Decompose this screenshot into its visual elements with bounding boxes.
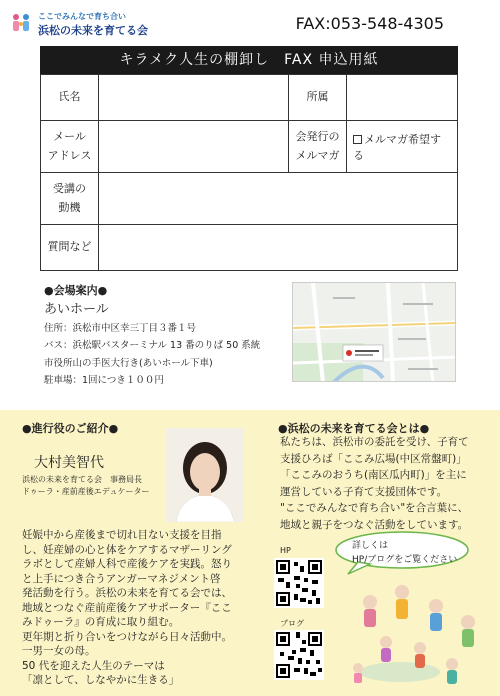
- org-line: "ここでみんなで育ち合い"を合言葉に、: [280, 502, 469, 514]
- questions-label: 質問など: [41, 225, 99, 271]
- name-field[interactable]: [99, 75, 289, 121]
- qr-code-icon: [274, 558, 324, 608]
- affiliation-label: 所属: [289, 75, 347, 121]
- newsletter-field[interactable]: [347, 121, 458, 173]
- form-row-motive: [41, 173, 458, 225]
- bubble-text-2: HP/ブログをご覧ください: [352, 555, 458, 565]
- host-portrait: [166, 428, 244, 522]
- org-line: 支援ひろば「ここみ広場(中区常盤町)」: [280, 452, 467, 465]
- motive-label: [41, 173, 99, 225]
- venue-parking: 駐車場：1回につき１００円: [44, 375, 164, 386]
- host-bio: [22, 528, 274, 688]
- application-form: [40, 74, 458, 271]
- org-section-title: ●浜松の未来を育てる会とは●: [278, 422, 430, 435]
- host-role-1: 浜松の未来を育てる会 事務局長: [22, 475, 142, 484]
- org-line: 運営している子育て支援団体です。: [280, 485, 448, 498]
- email-field[interactable]: [99, 121, 289, 173]
- venue-bus-stop: 市役所山の手医大行き(あいホール下車): [44, 357, 213, 369]
- newsletter-option-label: メルマガ希望する: [353, 132, 441, 162]
- host-bio-line: と上手につき合うアンガーマネジメント啓: [22, 572, 221, 585]
- venue-address: 住所：浜松市中区幸三丁目３番１号: [44, 322, 197, 334]
- org-line: 地域と親子をつなぐ活動をしています。: [280, 518, 469, 531]
- map-pin-icon: [346, 350, 352, 356]
- affiliation-field[interactable]: [347, 75, 458, 121]
- hp-qr-code[interactable]: [274, 558, 324, 608]
- email-label: [41, 121, 99, 173]
- venue-map: [292, 282, 456, 382]
- host-portrait-graphic: [166, 428, 244, 522]
- org-description: [280, 434, 494, 533]
- host-section-title: ●進行役のご紹介●: [22, 422, 119, 435]
- host-bio-line: 妊娠中から産後まで切れ目ない支援を目指: [22, 529, 222, 541]
- venue-bus: バス：浜松駅バスターミナル 13 番のりば 50 系統: [44, 340, 261, 351]
- map-graphic: [293, 283, 456, 382]
- email-label-line1: メール: [53, 129, 86, 143]
- host-bio-line: ラボとして産婦人科で産後ケアを実践。怒り: [22, 558, 232, 570]
- host-name: 大村美智代: [34, 455, 104, 471]
- form-row-name: [41, 75, 458, 121]
- host-bio-line: 更年期と折り合いをつけながら日々活動中。: [22, 630, 232, 643]
- host-bio-line: 地域とつなぐ産前産後ケアサポーター『ここ: [22, 601, 232, 614]
- venue-title: ●会場案内●: [44, 284, 108, 297]
- host-bio-line: 50 代を迎えた人生のテーマは: [22, 659, 165, 672]
- questions-field[interactable]: [99, 225, 458, 271]
- form-row-questions: [41, 225, 458, 271]
- venue-info: [44, 282, 284, 390]
- host-bio-line: 一男一女の母。: [22, 645, 96, 657]
- hp-qr-label: HP: [280, 546, 291, 555]
- newsletter-label-line2: メルマガ: [295, 148, 340, 162]
- newsletter-checkbox[interactable]: [353, 135, 362, 144]
- newsletter-label-line1: 会発行の: [295, 129, 340, 143]
- motive-label-line1: 受講の: [53, 181, 86, 195]
- blog-qr-label: ブログ: [280, 619, 304, 628]
- qr-code-icon: [274, 630, 324, 680]
- host-bio-line: 発活動を行う。浜松の未来を育てる会では、: [22, 587, 232, 599]
- newsletter-label: [289, 121, 347, 173]
- logo-people-icon: [10, 12, 32, 34]
- org-line: 私たちは、浜松市の委託を受け、子育て: [280, 436, 469, 448]
- logo-tagline: ここでみんなで育ち合い: [38, 12, 126, 21]
- org-logo: [8, 8, 178, 38]
- bubble-text-1: 詳しくは: [352, 541, 389, 551]
- form-title: キラメク人生の棚卸し FAX 申込用紙: [40, 46, 458, 74]
- host-bio-line: し、妊産婦の心と体をケアするマザーリング: [22, 543, 232, 556]
- email-label-line2: アドレス: [47, 148, 92, 162]
- blog-qr-code[interactable]: [274, 630, 324, 680]
- motive-label-line2: 動機: [58, 200, 81, 214]
- host-bio-line: 「凛として、しなやかに生きる」: [22, 674, 180, 686]
- form-row-email: [41, 121, 458, 173]
- family-illustration: [340, 572, 498, 692]
- logo-org-name: 浜松の未来を育てる会: [38, 24, 148, 37]
- org-line: 「ここみのおうち(南区瓜内町)」を主に: [280, 469, 467, 481]
- fax-number: FAX:053-548-4305: [295, 14, 444, 33]
- host-bio-line: みドゥーラ』の育成に取り組む。: [22, 616, 180, 628]
- host-role-2: ドゥーラ・産前産後エデュケーター: [22, 487, 150, 496]
- motive-field[interactable]: [99, 173, 458, 225]
- venue-name: あいホール: [44, 301, 109, 317]
- name-label: 氏名: [41, 75, 99, 121]
